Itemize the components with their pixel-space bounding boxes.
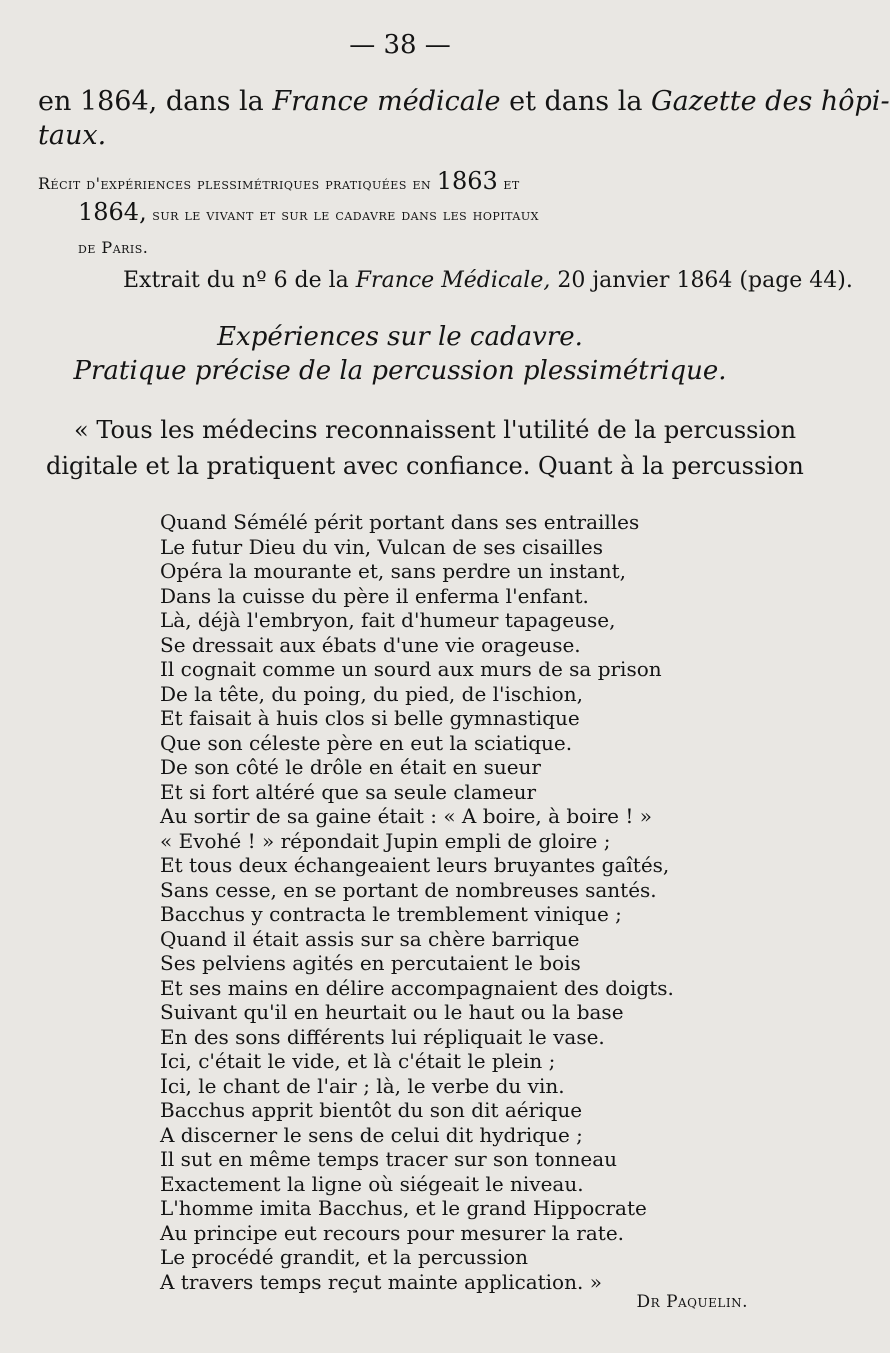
poem-line: L'homme imita Bacchus, et le grand Hippocrate	[160, 1196, 647, 1220]
poem-line: Que son céleste père en eut la sciatique.	[160, 730, 573, 755]
poem-line: Quand Sémélé périt portant dans ses entrailles	[160, 510, 640, 534]
poem-line: Il cognait comme un sourd aux murs de sa prison	[160, 657, 662, 681]
heading-pratique: Pratique précise de la percussion plessimétrique.	[73, 356, 727, 386]
recit-text-1: Récit d'expériences plessimétriques pratiquées en	[38, 174, 437, 193]
poem-line: Ses pelviens agités en percutaient le bois	[160, 951, 581, 975]
intro-text-2: et dans la	[500, 86, 652, 117]
poem-line: Suivant qu'il en heurtait ou le haut ou la base	[160, 1000, 624, 1024]
extrait-text-1: Extrait du nº 6 de la	[123, 268, 356, 293]
poem-line: « Evohé ! » répondait Jupin empli de gloire ;	[160, 828, 611, 853]
poem-line: Et faisait à huis clos si belle gymnastique	[160, 706, 580, 730]
intro-text-1: en 1864, dans la	[38, 86, 273, 117]
poem-line: En des sons différents lui répliquait le vase.	[160, 1024, 605, 1049]
intro-line-2	[38, 120, 106, 151]
poem-line: Exactement la ligne où siégeait le niveau.	[160, 1171, 584, 1196]
extrait-text-2: 20 janvier 1864 (page 44).	[550, 268, 853, 293]
poem	[160, 510, 674, 1294]
extrait-line	[123, 268, 853, 293]
poem-line: Le futur Dieu du vin, Vulcan de ses cisailles	[160, 534, 604, 559]
poem-line: Là, déjà l'embryon, fait d'humeur tapageuse,	[160, 608, 616, 632]
poem-line: Et si fort altéré que sa seule clameur	[160, 779, 537, 804]
intro-journal-2: Gazette des hôpi-	[651, 86, 890, 117]
poem-line: Et tous deux échangeaient leurs bruyantes gaîtés,	[160, 853, 670, 877]
recit-text-1b: et	[497, 174, 520, 193]
poem-line: A travers temps reçut mainte application. »	[160, 1269, 602, 1294]
recit-line-2	[78, 198, 539, 226]
quote-line-1: « Tous les médecins reconnaissent l'utilité de la percussion	[74, 416, 797, 444]
signature: Dr Paquelin.	[636, 1292, 748, 1312]
page-number: — 38 —	[349, 30, 451, 60]
recit-line-3: de Paris.	[78, 238, 149, 257]
recit-year-1: 1863	[436, 167, 498, 195]
poem-line: Il sut en même temps tracer sur son tonneau	[160, 1147, 618, 1171]
heading-experiences: Expériences sur le cadavre.	[217, 322, 583, 352]
intro-journal-2-end: taux.	[38, 120, 107, 151]
poem-line: Se dressait aux ébats d'une vie orageuse.	[160, 632, 581, 657]
poem-line: Et ses mains en délire accompagnaient des doigts.	[160, 975, 674, 1000]
poem-line: Bacchus apprit bientôt du son dit aérique	[160, 1098, 583, 1122]
poem-line: Opéra la mourante et, sans perdre un instant,	[160, 559, 626, 583]
poem-line: A discerner le sens de celui dit hydrique ;	[160, 1122, 583, 1147]
poem-line: Au sortir de sa gaine était : « A boire, à boire ! »	[160, 804, 652, 828]
poem-line: Ici, c'était le vide, et là c'était le plein ;	[160, 1049, 556, 1073]
poem-line: Quand il était assis sur sa chère barrique	[160, 926, 580, 951]
poem-line: Ici, le chant de l'air ; là, le verbe du vin.	[160, 1073, 565, 1098]
recit-year-2: 1864,	[78, 198, 147, 226]
poem-line: Au principe eut recours pour mesurer la rate.	[160, 1220, 625, 1245]
poem-line: Bacchus y contracta le tremblement vinique ;	[160, 902, 622, 926]
recit-text-2: sur le vivant et sur le cadavre dans les hopitaux	[146, 205, 539, 224]
poem-line: De son côté le drôle en était en sueur	[160, 755, 541, 779]
intro-line-1	[38, 86, 890, 117]
poem-line: Le procédé grandit, et la percussion	[160, 1245, 529, 1269]
poem-line: Dans la cuisse du père il enferma l'enfant.	[160, 583, 589, 608]
extrait-journal: France Médicale,	[355, 268, 551, 293]
recit-line-1	[38, 167, 520, 195]
quote-line-2: digitale et la pratiquent avec confiance. Quant à la percussion	[46, 452, 804, 480]
poem-line: Sans cesse, en se portant de nombreuses santés.	[160, 877, 657, 902]
poem-line: De la tête, du poing, du pied, de l'ischion,	[160, 681, 583, 706]
intro-journal-1: France médicale	[272, 86, 501, 117]
